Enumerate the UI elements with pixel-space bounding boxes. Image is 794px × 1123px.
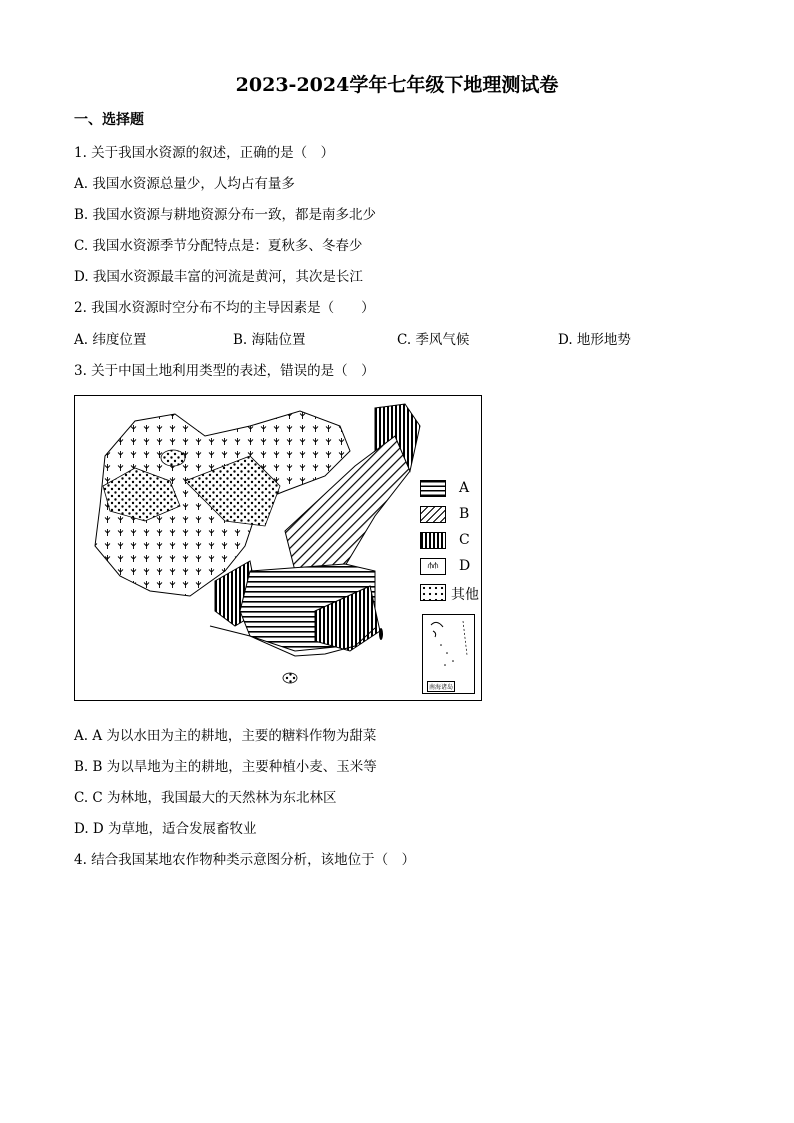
legend-swatch-c <box>420 532 446 549</box>
q3-option-d: D. D 为草地，适合发展畜牧业 <box>74 821 257 837</box>
inset-islands-illustration <box>423 615 474 681</box>
land-use-map <box>74 395 482 701</box>
q1-option-b: B. 我国水资源与耕地资源分布一致，都是南多北少 <box>74 207 377 223</box>
q2-option-a: A. 纬度位置 <box>74 332 147 348</box>
q3-option-a: A. A 为以水田为主的耕地，主要的糖料作物为甜菜 <box>74 728 377 744</box>
legend-swatch-other <box>420 584 446 601</box>
q1-option-c: C. 我国水资源季节分配特点是：夏秋多、冬春少 <box>74 238 363 254</box>
legend-label-a: A <box>459 480 470 496</box>
legend-label-b: B <box>459 506 470 522</box>
legend-swatch-a <box>420 480 446 497</box>
q2-stem: 2. 我国水资源时空分布不均的主导因素是（ ） <box>74 300 375 316</box>
legend-swatch-d: ⫛⫛ <box>420 558 446 575</box>
legend-label-c: C <box>459 532 470 548</box>
legend-swatch-b <box>420 506 446 523</box>
q2-option-c: C. 季风气候 <box>397 332 470 348</box>
q2-option-b: B. 海陆位置 <box>233 332 306 348</box>
q1-option-d: D. 我国水资源最丰富的河流是黄河，其次是长江 <box>74 269 363 285</box>
section-heading: 一、选择题 <box>74 112 144 128</box>
q1-option-a: A. 我国水资源总量少，人均占有量多 <box>74 176 295 192</box>
q3-option-b: B. B 为以旱地为主的耕地，主要种植小麦、玉米等 <box>74 759 377 775</box>
q2-option-d: D. 地形地势 <box>558 332 631 348</box>
south-china-sea-inset <box>422 614 475 694</box>
inset-label: 南海诸岛 <box>427 681 455 692</box>
q3-stem: 3. 关于中国土地利用类型的表述，错误的是（ ） <box>74 363 375 379</box>
page-title: 2023-2024学年七年级下地理测试卷 <box>235 74 559 96</box>
legend-label-d: D <box>459 558 471 574</box>
q3-option-c: C. C 为林地，我国最大的天然林为东北林区 <box>74 790 337 806</box>
legend-label-other: 其他 <box>451 587 479 603</box>
q4-stem: 4. 结合我国某地农作物种类示意图分析，该地位于（ ） <box>74 852 416 868</box>
q1-stem: 1. 关于我国水资源的叙述，正确的是（ ） <box>74 145 335 161</box>
